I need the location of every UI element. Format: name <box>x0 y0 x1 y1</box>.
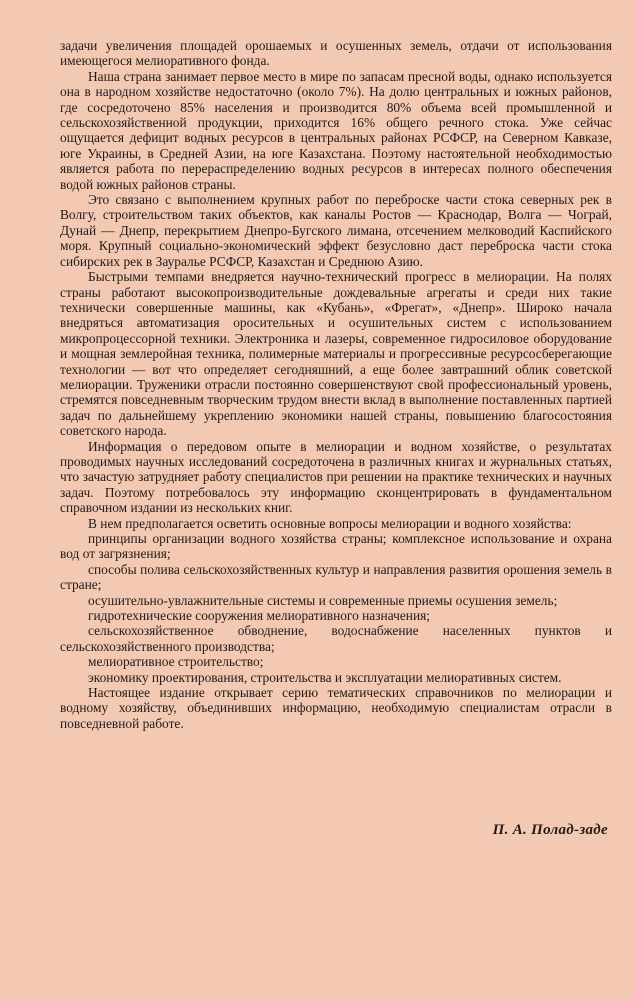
paragraph-information: Информация о передовом опыте в мелиорации и водном хозяйстве, о результатах проводимых научных исследований сосредоточена в различных книгах и журнальных статьях, что зачастую затрудняет работу специалистов при решении на практике технических и научных задач. Поэтому потребовалось эту информацию сконцентрировать в фундаментальном справочном издании из нескольких книг. <box>60 438 612 516</box>
paragraph-continuation: задачи увеличения площадей орошаемых и осушенных земель, отдачи от использования имеющегося мелиоративного фонда. <box>60 38 612 69</box>
author-signature: П. А. Полад-заде <box>492 822 608 838</box>
document-body <box>60 38 612 731</box>
list-item: способы полива сельскохозяйственных культур и направления развития орошения земель в стране; <box>60 561 612 593</box>
list-item: осушительно-увлажнительные системы и современные приемы осушения земель; <box>88 592 558 608</box>
paragraph-river-transfer: Это связано с выполнением крупных работ по переброске части стока северных рек в Волгу, строительством таких объектов, как каналы Ростов — Краснодар, Волга — Чограй, Дунай — Днепр, перекрытием Днепро-Бугского лимана, отсечением мелководий Каспийского моря. Крупный социально-экономический эффект безусловно даст переброска части стока сибирских рек в Зауралье РСФСР, Казахстан и Среднюю Азию. <box>60 192 612 269</box>
paragraph-technical-progress: Быстрыми темпами внедряется научно-технический прогресс в мелиорации. На полях страны работают высокопроизводительные дождевальные агрегаты и среди них такие технически совершенные машины, как «Кубань», «Фрегат», «Днепр». Широко начала внедряться автоматизация оросительных и осушительных систем с использованием микропроцессорной техники. Электроника и лазеры, современное гидросиловое оборудование и мощная землеройная техника, полимерные материалы и прогрессивные ресурсосберегающие технологии — вот что определяет сегодняшний, а еще более завтрашний облик советской мелиорации. Труженики отрасли постоянно совершенствуют свой профессиональный уровень, стремятся повседневным творческим трудом внести вклад в выполнение поставленных партией задач по дальнейшему укреплению экономики нашей страны, повышению благосостояния советского народа. <box>60 269 612 439</box>
paragraph-closing: Настоящее издание открывает серию тематических справочников по мелиорации и водному хозяйству, объединивших информацию, необходимую специалистам отрасли в повседневной работе. <box>60 685 612 731</box>
list-item: мелиоративное строительство; <box>88 654 264 670</box>
paragraph-topics-intro: В нем предполагается осветить основные вопросы мелиорации и водного хозяйства: <box>88 515 572 531</box>
list-item: принципы организации водного хозяйства страны; комплексное использование и охрана вод от загрязнения; <box>60 531 612 562</box>
list-item: сельскохозяйственное обводнение, водоснабжение населенных пунктов и сельскохозяйственного производства; <box>60 623 612 654</box>
list-item: экономику проектирования, строительства и эксплуатации мелиоративных систем. <box>88 669 562 685</box>
list-item: гидротехнические сооружения мелиоративного назначения; <box>88 608 430 624</box>
paragraph-water-resources: Наша страна занимает первое место в мире по запасам пресной воды, однако используется она в народном хозяйстве недостаточно (около 7%). На долю центральных и южных районов, где сосредоточено 85% населения и производится 80% объема всей промышленной и сельскохозяйственной продукции, приходится 16% общего речного стока. Уже сейчас ощущается дефицит водных ресурсов в центральных районах РСФСР, на Северном Кавказе, юге Украины, в Средней Азии, на юге Казахстана. Поэтому настоятельной необходимостью является работа по перераспределению водных ресурсов в интересах полного обеспечения водой южных районов страны. <box>60 68 612 192</box>
